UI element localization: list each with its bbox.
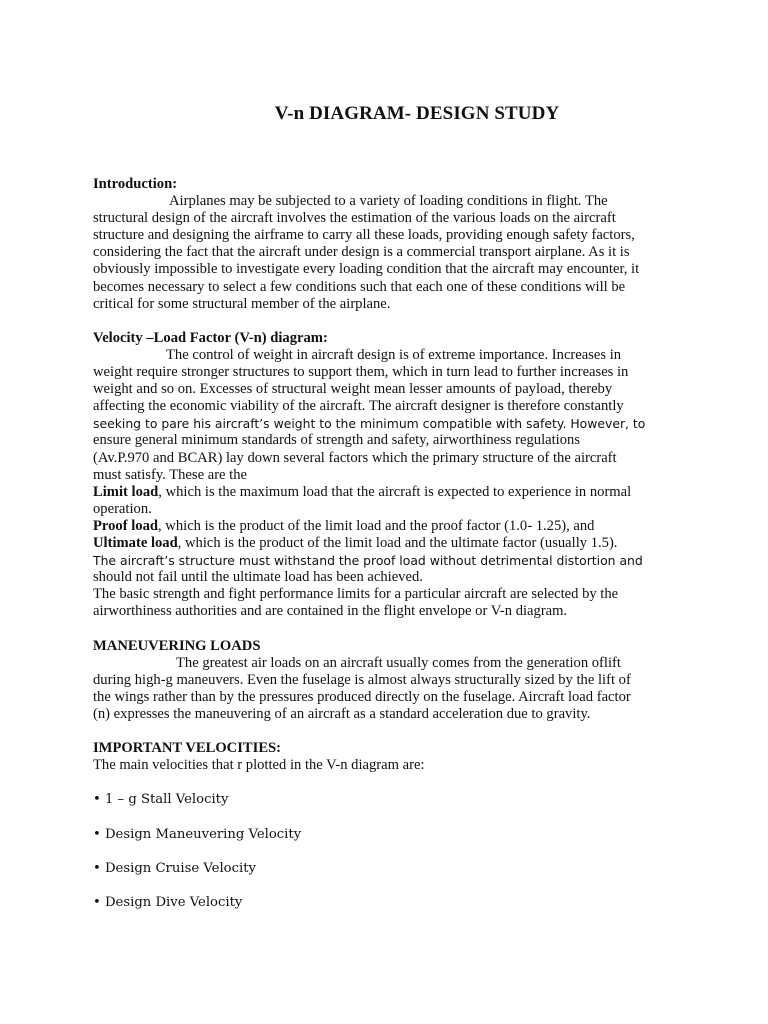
introduction-line: structural design of the aircraft involves the estimation of the various loads on the aircraft: [93, 210, 616, 227]
paragraph-gap: [93, 843, 673, 860]
maneuvering-line: The greatest air loads on an aircraft usually comes from the generation oflift: [176, 654, 621, 671]
limit-load-line: [93, 484, 673, 501]
vn-line: must satisfy. These are the: [93, 466, 248, 483]
paragraph-gap: [93, 808, 673, 825]
velocities-heading: IMPORTANT VELOCITIES:: [93, 740, 282, 757]
introduction-line: critical for some structural member of the airplane.: [93, 295, 391, 312]
ultimate-load-term: Ultimate load: [93, 534, 178, 551]
vn-line: weight and so on. Excesses of structural weight mean lesser amounts of payload, thereby: [93, 381, 613, 398]
maneuvering-line: during high-g maneuvers. Even the fuselage is almost always structurally sized by the lift of: [93, 671, 631, 688]
introduction-heading: Introduction:: [93, 176, 178, 192]
vn-line: The basic strength and fight performance limits for a particular aircraft are selected by the: [93, 586, 619, 603]
introduction-line: structure and designing the airframe to carry all these loads, providing enough safety factors,: [93, 227, 635, 244]
velocity-list-item: • 1 – g Stall Velocity: [93, 792, 229, 808]
ultimate-load-text: , which is the product of the limit load and the ultimate factor (usually 1.5).: [177, 534, 618, 551]
vn-line: ensure general minimum standards of strength and safety, airworthiness regulations: [93, 432, 581, 449]
limit-load-term: Limit load: [93, 483, 159, 500]
proof-load-term: Proof load: [93, 517, 158, 534]
introduction-line: Airplanes may be subjected to a variety of loading conditions in flight. The: [169, 193, 608, 210]
paragraph-gap: [93, 877, 673, 894]
paragraph-gap: [93, 313, 673, 330]
paragraph-gap: [93, 620, 673, 637]
velocity-list-item: • Design Cruise Velocity: [93, 860, 256, 876]
limit-load-text: , which is the maximum load that the aircraft is expected to experience in normal: [158, 483, 632, 500]
maneuvering-line: (n) expresses the maneuvering of an aircraft as a standard acceleration due to gravity.: [93, 705, 591, 722]
velocity-list-item: • Design Dive Velocity: [93, 894, 243, 910]
vn-line: airworthiness authorities and are contained in the flight envelope or V-n diagram.: [93, 603, 568, 620]
introduction-line: obviously impossible to investigate every loading condition that the aircraft may encounter, it: [93, 261, 640, 278]
maneuvering-line: the wings rather than by the pressures produced directly on the fuselage. Aircraft load factor: [93, 688, 631, 705]
velocity-list-item: • Design Maneuvering Velocity: [93, 826, 302, 842]
paragraph-gap: [93, 723, 673, 740]
paragraph-gap: [93, 774, 673, 791]
vn-line: should not fail until the ultimate load has been achieved.: [93, 569, 423, 586]
proof-load-text: , which is the product of the limit load and the proof factor (1.0- 1.25), and: [158, 517, 595, 534]
limit-load-continuation: operation.: [93, 500, 152, 517]
velocities-intro: The main velocities that r plotted in the V-n diagram are:: [93, 757, 425, 774]
introduction-line: becomes necessary to select a few conditions such that each one of these conditions will be: [93, 278, 626, 295]
vn-line: affecting the economic viability of the aircraft. The aircraft designer is therefore constantly: [93, 398, 624, 415]
ultimate-load-line: [93, 535, 673, 552]
introduction-line: considering the fact that the aircraft under design is a commercial transport airplane. As it is: [93, 244, 630, 261]
vn-heading: Velocity –Load Factor (V-n) diagram:: [93, 329, 328, 346]
maneuvering-heading: MANEUVERING LOADS: [93, 637, 261, 654]
document-body: [93, 176, 673, 911]
vn-line: The control of weight in aircraft design is of extreme importance. Increases in: [166, 346, 622, 363]
document-title: V-n DIAGRAM- DESIGN STUDY: [274, 103, 560, 124]
vn-line: weight require stronger structures to support them, which in turn lead to further increases in: [93, 364, 629, 381]
vn-line: (Av.P.970 and BCAR) lay down several factors which the primary structure of the aircraft: [93, 449, 617, 466]
vn-line: seeking to pare his aircraft’s weight to the minimum compatible with safety. However, to: [93, 416, 646, 432]
proof-load-line: [93, 518, 673, 535]
vn-line: The aircraft’s structure must withstand the proof load without detrimental distortion and: [93, 553, 643, 569]
